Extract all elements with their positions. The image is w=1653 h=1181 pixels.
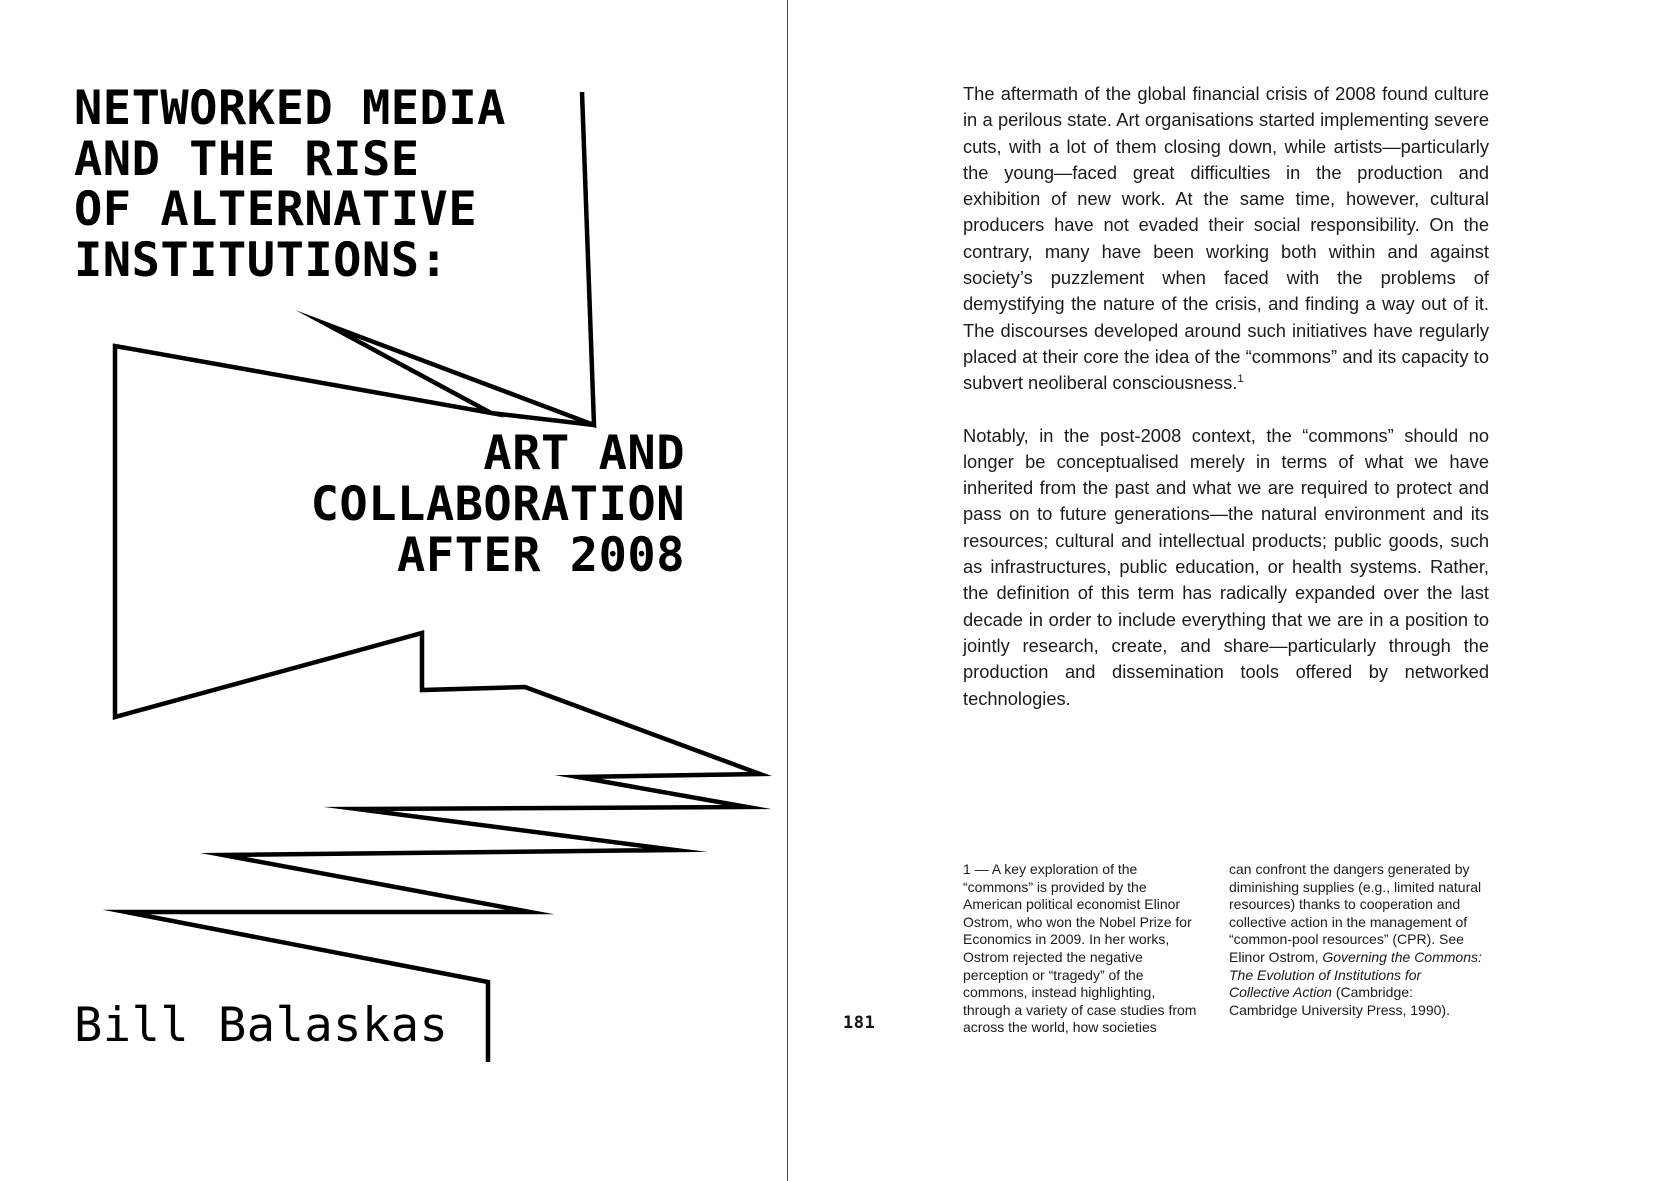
- right-page: [788, 0, 1653, 1181]
- subtitle-line-2: COLLABORATION: [310, 477, 685, 532]
- footnote-col2-citation: (Cambridge: Cambridge University Press, 1990).: [1229, 984, 1450, 1018]
- title-line-1: NETWORKED MEDIA: [74, 81, 506, 136]
- title-line-4: INSTITUTIONS:: [74, 232, 449, 288]
- article-title: [74, 81, 506, 288]
- title-line-3: OF ALTERNATIVE: [74, 182, 478, 237]
- article-subtitle: [180, 428, 685, 581]
- footnote-col2-text: can confront the dangers generated by diminishing supplies (e.g., limited natural resources) thanks to cooperation and collective action in the management of “common-pool resources” (CPR). See Elinor Ostrom,: [1229, 861, 1482, 965]
- footnote-reference: 1: [1237, 373, 1244, 386]
- left-page: [0, 0, 787, 1181]
- footnote-column-2: [1229, 861, 1483, 1019]
- paragraph-1-text: The aftermath of the global financial crisis of 2008 found culture in a perilous state. Art organisations started implementing severe cuts, with a lot of them closing down, while artists—particularly the young—faced great difficulties in the production and exhibition of new work. At the same time, however, cultural producers have not evaded their social responsibility. On the contrary, many have been working both within and against society’s puzzlement when faced with the problems of demystifying the nature of the crisis, and finding a way out of it. The discourses developed around such initiatives have regularly placed at their core the idea of the “commons” and its capacity to subvert neoliberal consciousness.: [963, 83, 1489, 394]
- footnote-book-title: Governing the Commons: The Evolution of Institutions for Collective Action: [1229, 948, 1482, 1001]
- paragraph-1: [963, 81, 1489, 397]
- page-number: 181: [843, 1013, 876, 1033]
- body-text: [963, 81, 1489, 712]
- footnote-column-1: 1 — A key exploration of the “commons” is provided by the American political economist Elinor Ostrom, who won the Nobel Prize for Economics in 2009. In her works, Ostrom rejected the negative perception or “tragedy” of the commons, instead highlighting, through a variety of case studies from across the world, how societies: [963, 861, 1197, 1036]
- author-name: Bill Balaskas: [74, 998, 449, 1053]
- paragraph-2: Notably, in the post-2008 context, the “commons” should no longer be conceptualised merely in terms of what we have inherited from the past and what we are required to protect and pass on to future generations—the natural environment and its resources; cultural and intellectual products; public goods, such as infrastructures, public education, or health systems. Rather, the definition of this term has radically expanded over the last decade in order to include everything that we are in a position to jointly research, create, and share—particularly through the production and dissemination tools offered by networked technologies.: [963, 424, 1489, 709]
- title-line-2: AND THE RISE: [74, 131, 420, 187]
- subtitle-line-3: AFTER 2008: [397, 528, 685, 583]
- subtitle-line-1: ART AND: [483, 426, 685, 481]
